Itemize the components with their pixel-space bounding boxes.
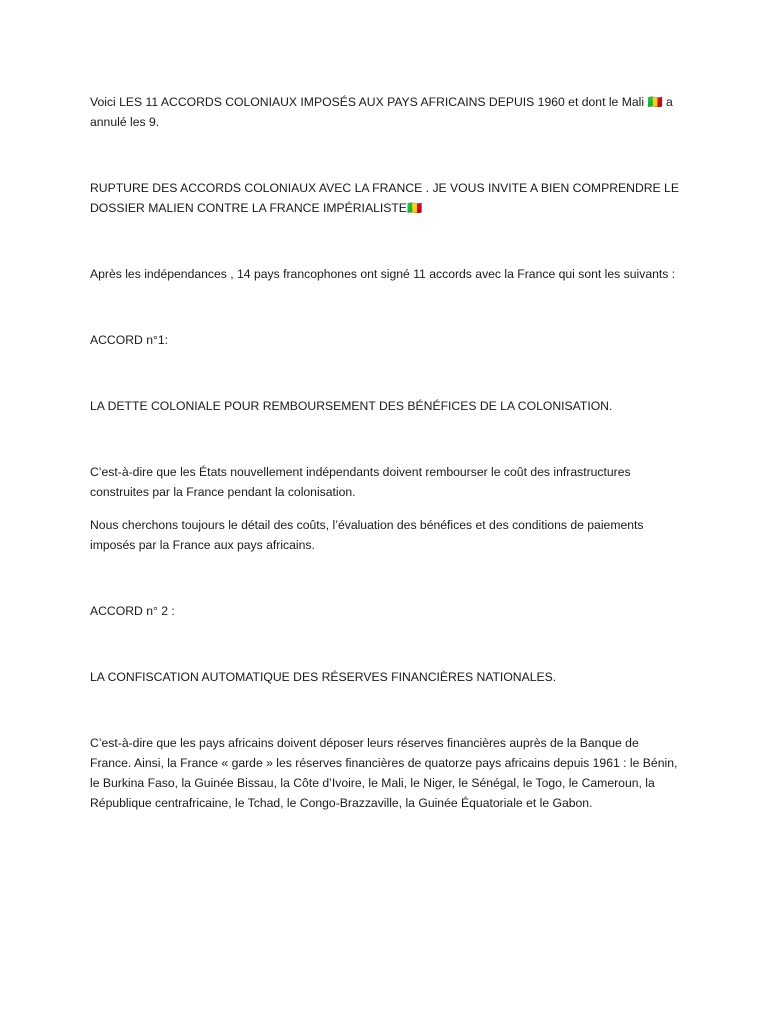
independence-paragraph: Après les indépendances , 14 pays francophones ont signé 11 accords avec la France qui sont les suivants : [90, 267, 676, 281]
accord-1-title: LA DETTE COLONIALE POUR REMBOURSEMENT DES BÉNÉFICES DE LA COLONISATION. [90, 399, 613, 413]
rupture-paragraph: RUPTURE DES ACCORDS COLONIAUX AVEC LA FRANCE . JE VOUS INVITE A BIEN COMPRENDRE LE DOSSIER MALIEN CONTRE LA FRANCE IMPÉRIALISTE🇲🇱 [90, 181, 679, 215]
accord-1-note: Nous cherchons toujours le détail des coûts, l’évaluation des bénéfices et des conditions de paiements imposés par la France aux pays africains. [90, 518, 644, 552]
intro-paragraph: Voici LES 11 ACCORDS COLONIAUX IMPOSÉS AUX PAYS AFRICAINS DEPUIS 1960 et dont le Mali 🇲🇱 a annulé les 9. [90, 95, 673, 129]
accord-2-title: LA CONFISCATION AUTOMATIQUE DES RÉSERVES FINANCIÈRES NATIONALES. [90, 670, 557, 684]
accord-1-heading: ACCORD n°1: [90, 333, 169, 347]
document-body [90, 92, 680, 813]
accord-2-explanation: C’est-à-dire que les pays africains doivent déposer leurs réserves financières auprès de la Banque de France. Ainsi, la France « garde » les réserves financières de quatorze pays africains depuis 1961 : le Bénin, le Burkina Faso, la Guinée Bissau, la Côte d’Ivoire, le Mali, le Niger, le Sénégal, le Togo, le Cameroun, la République centrafricaine, le Tchad, le Congo-Brazzaville, la Guinée Équatoriale et le Gabon. [90, 736, 678, 810]
accord-2-heading: ACCORD n° 2 : [90, 604, 175, 618]
accord-1-explanation: C’est-à-dire que les États nouvellement indépendants doivent rembourser le coût des infrastructures construites par la France pendant la colonisation. [90, 465, 631, 499]
